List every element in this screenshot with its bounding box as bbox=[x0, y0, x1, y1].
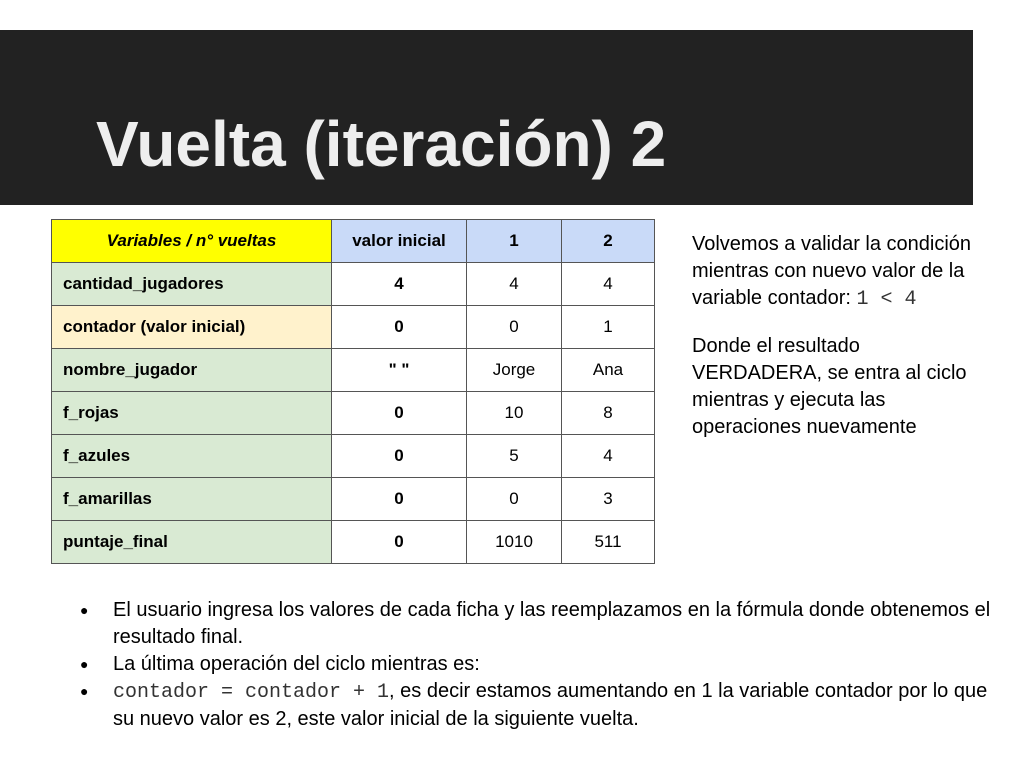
row-lap-1-value: 4 bbox=[467, 263, 562, 306]
bullet-list bbox=[76, 597, 996, 733]
bullet-icon: ● bbox=[80, 683, 89, 699]
side-explanation bbox=[692, 231, 982, 441]
condition-code: 1 < 4 bbox=[856, 288, 917, 311]
bullet-text: La última operación del ciclo mientras es: bbox=[113, 653, 480, 675]
bullet-icon: ● bbox=[80, 656, 89, 672]
row-initial-value: 0 bbox=[332, 306, 467, 349]
bullet-icon: ● bbox=[80, 602, 89, 618]
row-lap-2-value: 4 bbox=[562, 263, 655, 306]
header-lap-1: 1 bbox=[467, 220, 562, 263]
table-row bbox=[52, 392, 655, 435]
row-lap-2-value: Ana bbox=[562, 349, 655, 392]
table-row bbox=[52, 263, 655, 306]
row-lap-1-value: 10 bbox=[467, 392, 562, 435]
table-row bbox=[52, 521, 655, 564]
row-lap-1-value: 5 bbox=[467, 435, 562, 478]
side-paragraph-result: Donde el resultado VERDADERA, se entra al ciclo mientras y ejecuta las operaciones nuevamente bbox=[692, 335, 967, 438]
variables-table bbox=[51, 219, 655, 564]
row-lap-1-value: 0 bbox=[467, 478, 562, 521]
table-row bbox=[52, 478, 655, 521]
row-variable-name: f_amarillas bbox=[52, 478, 332, 521]
header-lap-2: 2 bbox=[562, 220, 655, 263]
row-lap-1-value: 1010 bbox=[467, 521, 562, 564]
row-lap-2-value: 4 bbox=[562, 435, 655, 478]
list-item bbox=[76, 597, 996, 651]
table-row bbox=[52, 435, 655, 478]
row-initial-value: 4 bbox=[332, 263, 467, 306]
row-initial-value: 0 bbox=[332, 392, 467, 435]
bullet-text: , es decir estamos aumentando en 1 la variable contador por lo que su nuevo valor es 2, este valor inicial de la siguiente vuelta. bbox=[113, 680, 988, 730]
row-lap-2-value: 3 bbox=[562, 478, 655, 521]
bullet-code: contador = contador + 1 bbox=[113, 681, 390, 704]
row-initial-value: 0 bbox=[332, 435, 467, 478]
header-variables: Variables / n° vueltas bbox=[52, 220, 332, 263]
header-initial-value: valor inicial bbox=[332, 220, 467, 263]
row-initial-value: 0 bbox=[332, 478, 467, 521]
side-paragraph-condition bbox=[692, 231, 982, 313]
row-variable-name: contador (valor inicial) bbox=[52, 306, 332, 349]
condition-text: Volvemos a validar la condición mientras con nuevo valor de la variable contador: bbox=[692, 233, 972, 309]
row-lap-2-value: 1 bbox=[562, 306, 655, 349]
table-row bbox=[52, 349, 655, 392]
row-lap-1-value: Jorge bbox=[467, 349, 562, 392]
bullet-text: El usuario ingresa los valores de cada ficha y las reemplazamos en la fórmula donde obtenemos el resultado final. bbox=[113, 599, 991, 648]
row-lap-2-value: 511 bbox=[562, 521, 655, 564]
table-row bbox=[52, 306, 655, 349]
row-variable-name: nombre_jugador bbox=[52, 349, 332, 392]
list-item bbox=[76, 651, 996, 678]
row-variable-name: f_azules bbox=[52, 435, 332, 478]
row-lap-1-value: 0 bbox=[467, 306, 562, 349]
table-header-row bbox=[52, 220, 655, 263]
row-initial-value: " " bbox=[332, 349, 467, 392]
row-variable-name: cantidad_jugadores bbox=[52, 263, 332, 306]
list-item bbox=[76, 678, 996, 733]
row-lap-2-value: 8 bbox=[562, 392, 655, 435]
slide-title: Vuelta (iteración) 2 bbox=[96, 108, 667, 180]
row-variable-name: f_rojas bbox=[52, 392, 332, 435]
row-initial-value: 0 bbox=[332, 521, 467, 564]
row-variable-name: puntaje_final bbox=[52, 521, 332, 564]
